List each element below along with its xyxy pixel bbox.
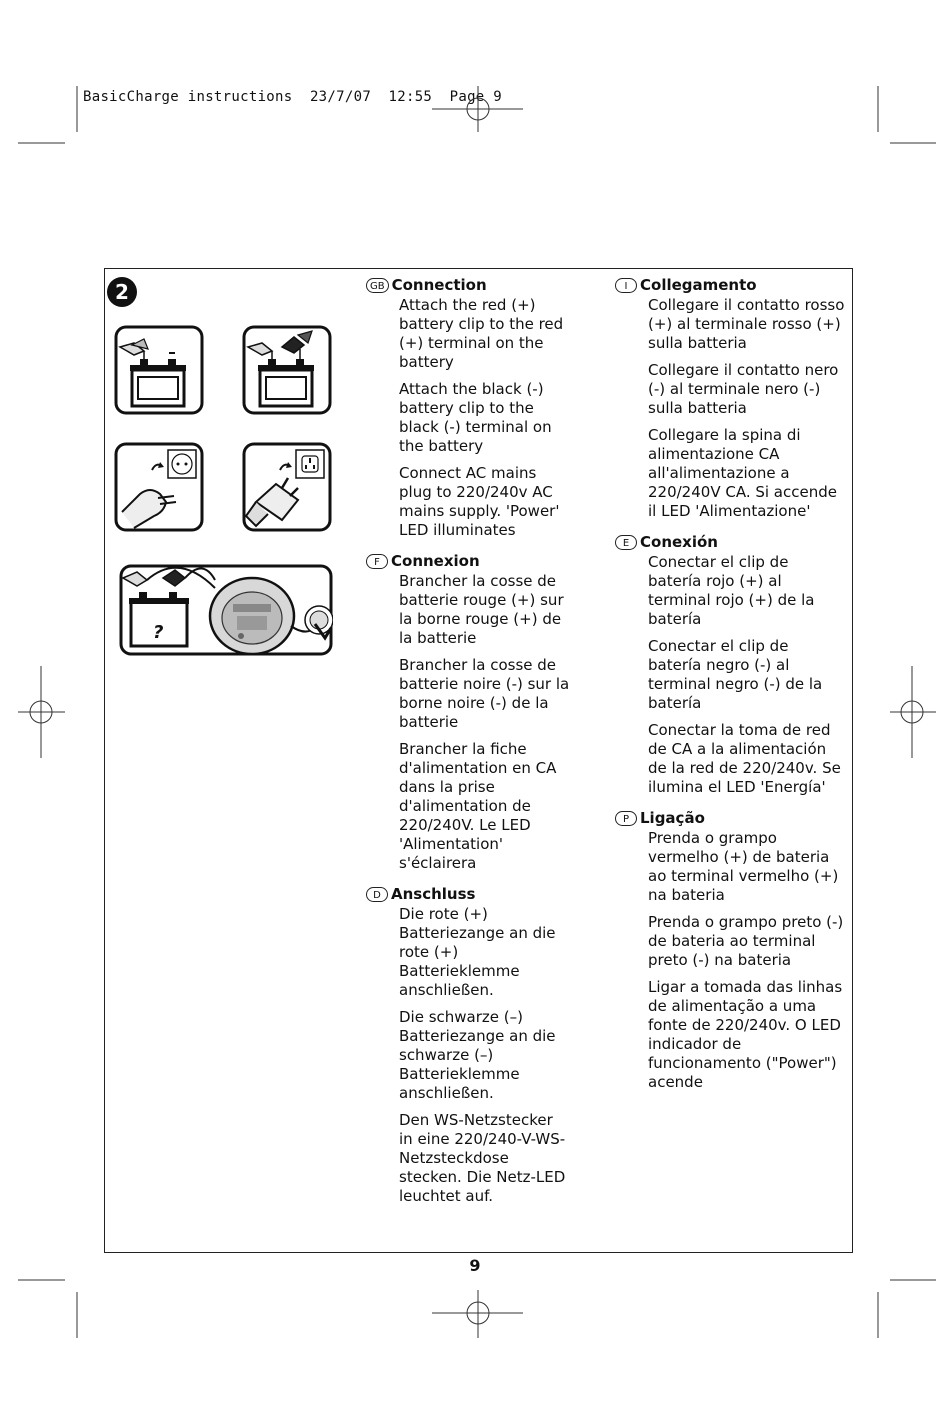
paragraph: Conectar el clip de batería negro (-) al terminal negro (-) de la batería [648,637,823,712]
instructions-column-left [366,274,571,1216]
language-badge-i: I [615,278,637,293]
section-title-gb: Connection [391,276,487,294]
charger-connected-illustration [119,558,333,658]
both-clips-battery-illustration [242,325,332,415]
paragraph: Brancher la fiche d'alimentation en CA dans la prise d'alimentation de 220/240V. Le LED 'Alimentation' s'éclairera [399,740,557,872]
page-number: 9 [469,1256,481,1275]
instructions-column-right [615,274,845,1102]
paragraph: Conectar el clip de batería rojo (+) al terminal rojo (+) de la batería [648,553,815,628]
paragraph: Collegare il contatto nero (-) al terminale nero (-) sulla batteria [648,361,839,417]
section-title-f: Connexion [391,552,480,570]
section-i [615,274,845,521]
print-slug: BasicCharge instructions 23/7/07 12:55 Page 9 [83,89,502,105]
language-badge-f: F [366,554,388,569]
language-badge-e: E [615,535,637,550]
red-clip-battery-illustration [114,325,204,415]
uk-mains-plug-illustration [242,442,332,532]
section-p [615,807,845,1092]
paragraph: Conectar la toma de red de CA a la alimentación de la red de 220/240v. Se ilumina el LED 'Energía' [648,721,841,796]
paragraph: Prenda o grampo vermelho (+) de bateria ao terminal vermelho (+) na bateria [648,829,839,904]
paragraph: Die rote (+) Batteriezange an die rote (+) Batterieklemme anschließen. [399,905,556,999]
paragraph: Connect AC mains plug to 220/240v AC mains supply. 'Power' LED illuminates [399,464,560,539]
paragraph: Den WS-Netzstecker in eine 220/240-V-WS-Netzsteckdose stecken. Die Netz-LED leuchtet auf. [399,1111,566,1205]
section-e [615,531,845,797]
paragraph: Prenda o grampo preto (-) de bateria ao terminal preto (-) na bateria [648,913,844,969]
section-title-d: Anschluss [391,885,476,903]
paragraph: Brancher la cosse de batterie noire (-) sur la borne noire (-) de la batterie [399,656,570,731]
section-gb [366,274,571,540]
step-number-badge: 2 [107,277,137,307]
battery-question-mark: ? [153,622,164,643]
paragraph: Die schwarze (–) Batteriezange an die schwarze (–) Batterieklemme anschließen. [399,1008,556,1102]
paragraph: Ligar a tomada das linhas de alimentação a uma fonte de 220/240v. O LED indicador de funcionamento ("Power") acende [648,978,843,1091]
paragraph: Brancher la cosse de batterie rouge (+) sur la borne rouge (+) de la batterie [399,572,564,647]
section-d [366,883,571,1206]
section-title-p: Ligação [640,809,705,827]
language-badge-d: D [366,887,388,902]
paragraph: Collegare il contatto rosso (+) al terminale rosso (+) sulla batteria [648,296,845,352]
section-f [366,550,571,873]
paragraph: Collegare la spina di alimentazione CA all'alimentazione a 220/240V CA. Si accende il LED 'Alimentazione' [648,426,837,520]
language-badge-gb: GB [366,278,389,293]
section-title-e: Conexión [640,533,718,551]
eu-mains-plug-illustration [114,442,204,532]
section-title-i: Collegamento [640,276,757,294]
paragraph: Attach the red (+) battery clip to the red (+) terminal on the battery [399,296,564,371]
language-badge-p: P [615,811,637,826]
paragraph: Attach the black (-) battery clip to the black (-) terminal on the battery [399,380,552,455]
